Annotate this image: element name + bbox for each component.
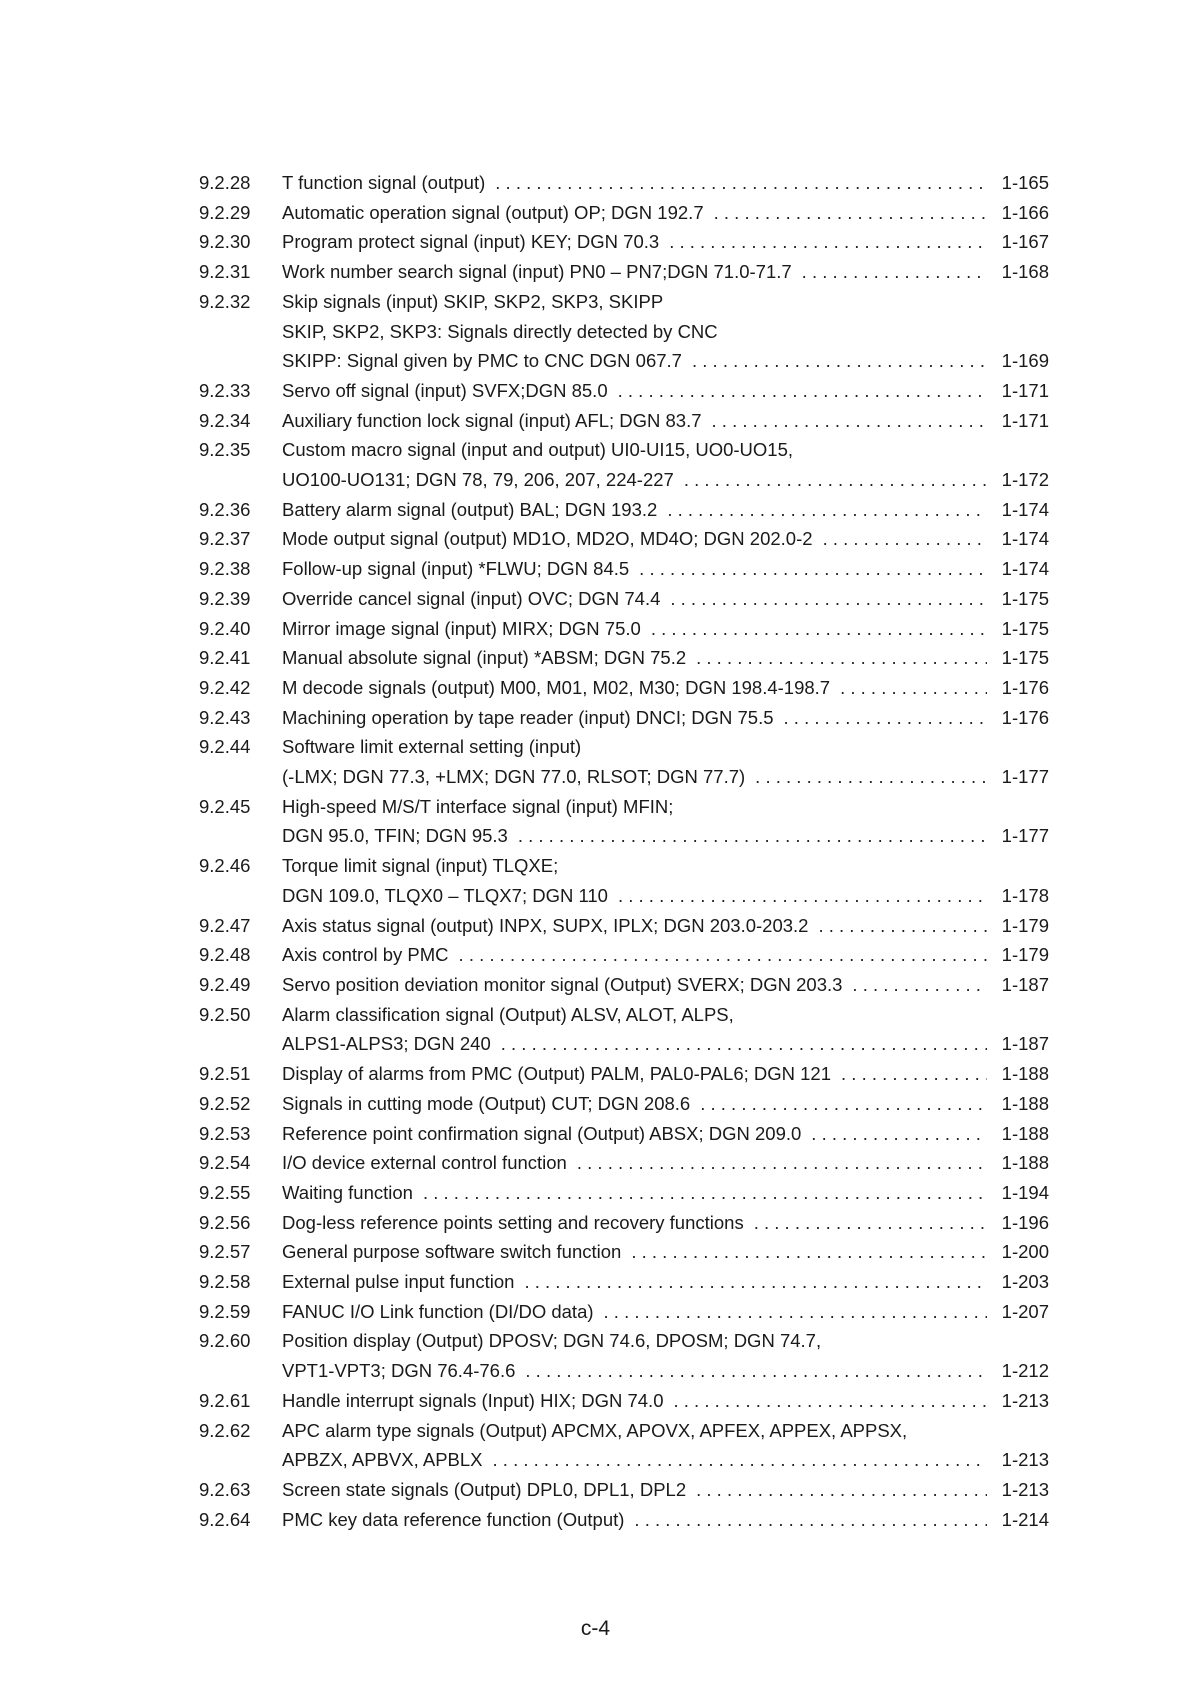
section-number: 9.2.37	[199, 528, 251, 550]
section-title: SKIPP: Signal given by PMC to CNC DGN 067.7	[282, 350, 682, 372]
dot-leader	[700, 1089, 987, 1119]
section-number: 9.2.30	[199, 231, 251, 253]
dot-leader	[784, 703, 987, 733]
page-reference: 1-174	[1001, 558, 1049, 580]
page-reference: 1-187	[1001, 1033, 1049, 1055]
page-reference: 1-168	[1001, 261, 1049, 283]
section-title: APC alarm type signals (Output) APCMX, APOVX, APFEX, APPEX, APPSX,	[282, 1419, 908, 1441]
section-number: 9.2.34	[199, 409, 251, 431]
section-number: 9.2.28	[199, 172, 251, 193]
section-title: Screen state signals (Output) DPL0, DPL1, DPL2	[282, 1478, 687, 1500]
section-title: Auxiliary function lock signal (input) AFL; DGN 83.7	[282, 409, 702, 431]
section-number: 9.2.54	[199, 1152, 251, 1174]
section-title: Position display (Output) DPOSV; DGN 74.6, DPOSM; DGN 74.7,	[282, 1330, 822, 1352]
section-title: Dog-less reference points setting and recovery functions	[282, 1211, 744, 1233]
toc-entry	[199, 1119, 1049, 1149]
dot-leader	[696, 1475, 987, 1505]
section-title: DGN 109.0, TLQX0 – TLQX7; DGN 110	[282, 884, 608, 906]
dot-leader	[639, 554, 987, 584]
section-title: Custom macro signal (input and output) UI0-UI15, UO0-UO15,	[282, 439, 794, 461]
toc-entry	[199, 911, 1049, 941]
section-number: 9.2.43	[199, 706, 251, 728]
page-reference: 1-179	[1001, 944, 1049, 966]
page-reference: 1-167	[1001, 231, 1049, 253]
page-reference: 1-188	[1001, 1152, 1049, 1174]
section-number: 9.2.52	[199, 1092, 251, 1114]
page-reference: 1-196	[1001, 1211, 1049, 1233]
section-number: 9.2.45	[199, 795, 251, 817]
toc-entry	[199, 970, 1049, 1000]
section-title: Waiting function	[282, 1181, 413, 1203]
section-title: Mirror image signal (input) MIRX; DGN 75.0	[282, 617, 641, 639]
section-title: I/O device external control function	[282, 1152, 567, 1174]
section-title: APBZX, APBVX, APBLX	[282, 1449, 483, 1471]
section-number: 9.2.64	[199, 1508, 251, 1530]
section-title: Handle interrupt signals (Input) HIX; DGN 74.0	[282, 1389, 664, 1411]
dot-leader	[525, 1356, 987, 1386]
section-title: Servo position deviation monitor signal (Output) SVERX; DGN 203.3	[282, 973, 843, 995]
dot-leader	[818, 911, 987, 941]
toc-entry	[199, 554, 1049, 584]
toc-entry	[199, 1297, 1049, 1327]
page-reference: 1-214	[1001, 1508, 1049, 1530]
page-reference: 1-177	[1001, 766, 1049, 788]
page-reference: 1-171	[1001, 409, 1049, 431]
toc-entry	[199, 1237, 1049, 1267]
page-reference: 1-175	[1001, 617, 1049, 639]
section-number: 9.2.47	[199, 914, 251, 936]
page-reference: 1-166	[1001, 201, 1049, 223]
toc-entry	[199, 406, 1049, 436]
section-number: 9.2.62	[199, 1419, 251, 1441]
section-number: 9.2.41	[199, 647, 251, 669]
toc-entry	[199, 1178, 1049, 1208]
page-reference: 1-174	[1001, 498, 1049, 520]
section-title: General purpose software switch function	[282, 1241, 622, 1263]
section-number: 9.2.33	[199, 379, 251, 401]
page-reference: 1-213	[1001, 1478, 1049, 1500]
section-number: 9.2.29	[199, 201, 251, 223]
section-title: Override cancel signal (input) OVC; DGN 74.4	[282, 587, 661, 609]
dot-leader	[840, 673, 987, 703]
page-reference: 1-200	[1001, 1241, 1049, 1263]
page-number: c-4	[580, 1617, 611, 1640]
dot-leader	[618, 376, 987, 406]
page-reference: 1-187	[1001, 973, 1049, 995]
section-number: 9.2.55	[199, 1181, 251, 1203]
toc-entry	[199, 643, 1049, 673]
dot-leader	[604, 1297, 987, 1327]
section-number: 9.2.40	[199, 617, 251, 639]
dot-leader	[754, 1208, 987, 1238]
section-number: 9.2.36	[199, 498, 251, 520]
section-number: 9.2.39	[199, 587, 251, 609]
toc-entry	[199, 1326, 1049, 1385]
page-reference: 1-203	[1001, 1271, 1049, 1293]
page-reference: 1-188	[1001, 1092, 1049, 1114]
toc-entry	[199, 1267, 1049, 1297]
section-number: 9.2.53	[199, 1122, 251, 1144]
section-title: Follow-up signal (input) *FLWU; DGN 84.5	[282, 558, 630, 580]
section-title: VPT1-VPT3; DGN 76.4-76.6	[282, 1360, 516, 1382]
section-number: 9.2.51	[199, 1063, 251, 1085]
dot-leader	[423, 1178, 987, 1208]
dot-leader	[631, 1237, 987, 1267]
page-reference: 1-194	[1001, 1181, 1049, 1203]
section-number: 9.2.35	[199, 439, 251, 461]
dot-leader	[669, 227, 987, 257]
page-reference: 1-177	[1001, 825, 1049, 847]
page-reference: 1-178	[1001, 884, 1049, 906]
section-title: Software limit external setting (input)	[282, 736, 582, 758]
toc-entry	[199, 257, 1049, 287]
page-reference: 1-213	[1001, 1449, 1049, 1471]
section-title: Skip signals (input) SKIP, SKP2, SKP3, SKIPP	[282, 290, 664, 312]
page-reference: 1-176	[1001, 676, 1049, 698]
page-reference: 1-176	[1001, 706, 1049, 728]
section-number: 9.2.48	[199, 944, 251, 966]
page-reference: 1-188	[1001, 1063, 1049, 1085]
toc-entry	[199, 524, 1049, 554]
toc-entry	[199, 1000, 1049, 1059]
dot-leader	[673, 1386, 987, 1416]
section-number: 9.2.32	[199, 290, 251, 312]
section-title: Axis control by PMC	[282, 944, 449, 966]
section-title: Reference point confirmation signal (Output) ABSX; DGN 209.0	[282, 1122, 802, 1144]
dot-leader	[714, 198, 987, 228]
table-of-contents	[199, 168, 1049, 1534]
section-title: Work number search signal (input) PN0 – PN7;DGN 71.0-71.7	[282, 261, 792, 283]
toc-entry	[199, 1148, 1049, 1178]
page-reference: 1-174	[1001, 528, 1049, 550]
section-number: 9.2.46	[199, 855, 251, 877]
dot-leader	[651, 614, 987, 644]
dot-leader	[518, 821, 987, 851]
section-title: Automatic operation signal (output) OP; DGN 192.7	[282, 201, 704, 223]
section-title: ALPS1-ALPS3; DGN 240	[282, 1033, 491, 1055]
toc-entry	[199, 703, 1049, 733]
section-title: Alarm classification signal (Output) ALSV, ALOT, ALPS,	[282, 1003, 734, 1025]
section-title: M decode signals (output) M00, M01, M02, M30; DGN 198.4-198.7	[282, 676, 831, 698]
section-title: PMC key data reference function (Output)	[282, 1508, 625, 1530]
dot-leader	[495, 168, 987, 198]
toc-entry	[199, 792, 1049, 851]
section-title: DGN 95.0, TFIN; DGN 95.3	[282, 825, 508, 847]
toc-entry	[199, 584, 1049, 614]
dot-leader	[577, 1148, 987, 1178]
toc-entry	[199, 287, 1049, 376]
section-number: 9.2.61	[199, 1389, 251, 1411]
toc-entry	[199, 732, 1049, 791]
toc-entry	[199, 168, 1049, 198]
page-reference: 1-165	[1001, 172, 1049, 193]
toc-entry	[199, 435, 1049, 494]
toc-entry	[199, 614, 1049, 644]
page-reference: 1-169	[1001, 350, 1049, 372]
section-title: Mode output signal (output) MD1O, MD2O, MD4O; DGN 202.0-2	[282, 528, 813, 550]
page-reference: 1-172	[1001, 469, 1049, 491]
dot-leader	[667, 495, 987, 525]
section-title: External pulse input function	[282, 1271, 515, 1293]
toc-entry	[199, 227, 1049, 257]
section-number: 9.2.60	[199, 1330, 251, 1352]
toc-entry	[199, 673, 1049, 703]
section-number: 9.2.49	[199, 973, 251, 995]
toc-entry	[199, 1059, 1049, 1089]
section-title: Battery alarm signal (output) BAL; DGN 193.2	[282, 498, 658, 520]
section-title: Servo off signal (input) SVFX;DGN 85.0	[282, 379, 608, 401]
dot-leader	[670, 584, 987, 614]
section-title: Display of alarms from PMC (Output) PALM, PAL0-PAL6; DGN 121	[282, 1063, 832, 1085]
dot-leader	[684, 465, 987, 495]
section-title: Manual absolute signal (input) *ABSM; DGN 75.2	[282, 647, 687, 669]
section-title: T function signal (output)	[282, 172, 486, 193]
dot-leader	[802, 257, 987, 287]
section-title: FANUC I/O Link function (DI/DO data)	[282, 1300, 594, 1322]
section-number: 9.2.31	[199, 261, 251, 283]
section-title: Program protect signal (input) KEY; DGN 70.3	[282, 231, 660, 253]
dot-leader	[493, 1445, 987, 1475]
section-title: UO100-UO131; DGN 78, 79, 206, 207, 224-227	[282, 469, 674, 491]
section-number: 9.2.57	[199, 1241, 251, 1263]
toc-entry	[199, 1416, 1049, 1475]
section-title: High-speed M/S/T interface signal (input) MFIN;	[282, 795, 674, 817]
dot-leader	[712, 406, 987, 436]
toc-entry	[199, 1475, 1049, 1505]
toc-entry	[199, 1386, 1049, 1416]
dot-leader	[634, 1505, 987, 1535]
toc-entry	[199, 851, 1049, 910]
page-reference: 1-175	[1001, 647, 1049, 669]
page-reference: 1-213	[1001, 1389, 1049, 1411]
dot-leader	[501, 1029, 987, 1059]
page-reference: 1-188	[1001, 1122, 1049, 1144]
section-number: 9.2.59	[199, 1300, 251, 1322]
section-number: 9.2.63	[199, 1478, 251, 1500]
section-title: (-LMX; DGN 77.3, +LMX; DGN 77.0, RLSOT; DGN 77.7)	[282, 766, 746, 788]
dot-leader	[852, 970, 987, 1000]
dot-leader	[618, 881, 987, 911]
toc-entry	[199, 1089, 1049, 1119]
toc-entry	[199, 1505, 1049, 1535]
dot-leader	[459, 940, 987, 970]
section-title: SKIP, SKP2, SKP3: Signals directly detected by CNC	[282, 320, 718, 342]
page-reference: 1-207	[1001, 1300, 1049, 1322]
page-reference: 1-171	[1001, 379, 1049, 401]
dot-leader	[524, 1267, 987, 1297]
dot-leader	[755, 762, 987, 792]
toc-entry	[199, 940, 1049, 970]
toc-entry	[199, 495, 1049, 525]
toc-entry	[199, 198, 1049, 228]
section-title: Torque limit signal (input) TLQXE;	[282, 855, 559, 877]
page-reference: 1-212	[1001, 1360, 1049, 1382]
section-number: 9.2.42	[199, 676, 251, 698]
section-number: 9.2.56	[199, 1211, 251, 1233]
section-number: 9.2.50	[199, 1003, 251, 1025]
dot-leader	[811, 1119, 987, 1149]
section-number: 9.2.44	[199, 736, 251, 758]
dot-leader	[692, 346, 987, 376]
dot-leader	[696, 643, 987, 673]
section-number: 9.2.58	[199, 1271, 251, 1293]
section-title: Axis status signal (output) INPX, SUPX, IPLX; DGN 203.0-203.2	[282, 914, 809, 936]
dot-leader	[823, 524, 987, 554]
page-reference: 1-175	[1001, 587, 1049, 609]
section-title: Signals in cutting mode (Output) CUT; DGN 208.6	[282, 1092, 691, 1114]
page-reference: 1-179	[1001, 914, 1049, 936]
section-number: 9.2.38	[199, 558, 251, 580]
toc-entry	[199, 1208, 1049, 1238]
dot-leader	[841, 1059, 987, 1089]
toc-entry	[199, 376, 1049, 406]
section-title: Machining operation by tape reader (input) DNCI; DGN 75.5	[282, 706, 774, 728]
